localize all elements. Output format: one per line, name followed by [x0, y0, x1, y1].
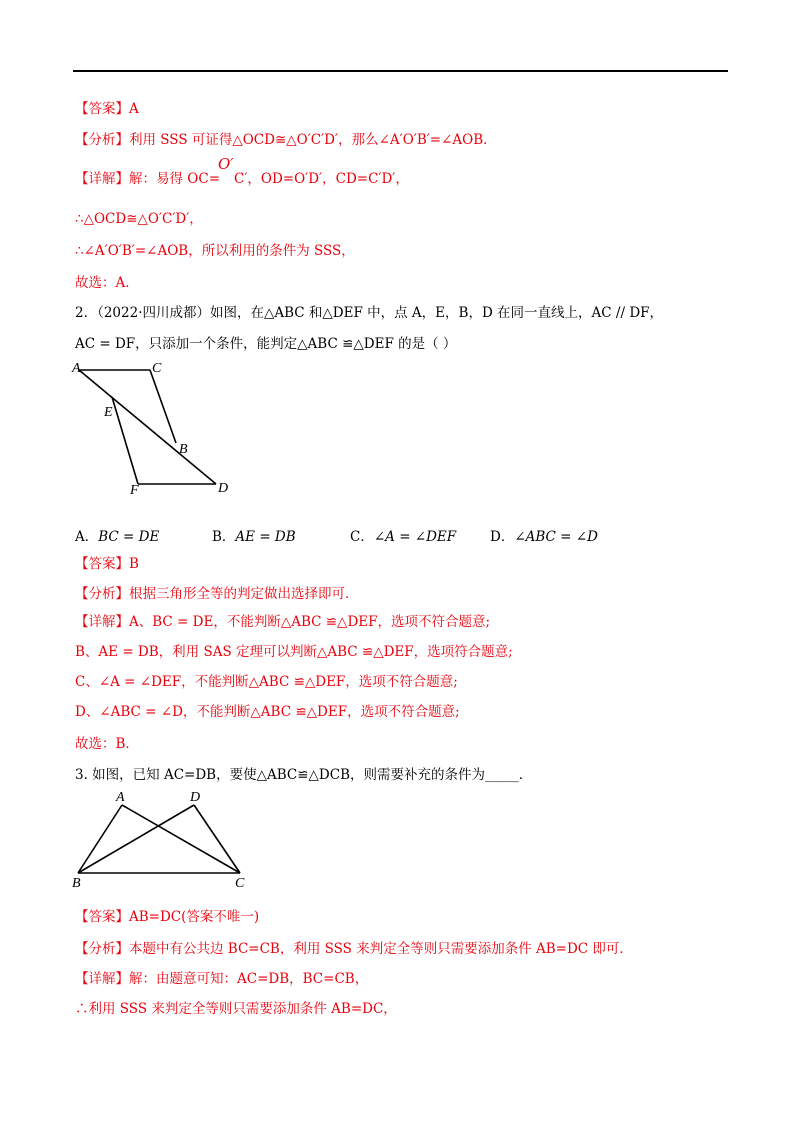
q1-detail: 【详解】解：易得 OC= C′，OD=O′D′，CD=C′D′， — [75, 171, 409, 187]
q2-detail-a: 【详解】A、BC = DE，不能判断△ABC ≌△DEF，选项不符合题意; — [75, 614, 491, 630]
q3-label-C: C — [235, 876, 245, 890]
q2-analysis: 【分析】根据三角形全等的判定做出选择即可． — [75, 586, 359, 602]
q3-figure — [70, 785, 260, 890]
q1-choose: 故选：A． — [75, 275, 139, 291]
q2-choose: 故选：B． — [75, 736, 139, 752]
q2-label-E: E — [104, 405, 113, 420]
top-rule — [73, 70, 728, 72]
q1-step1: ∴△OCD≅△O′C′D′， — [75, 211, 203, 227]
q2-label-F: F — [130, 483, 139, 498]
q2-option-b: B．AE = DB — [212, 529, 296, 545]
q3-label-A: A — [116, 790, 125, 805]
q2-option-a: A．BC = DE — [75, 529, 160, 545]
q3-analysis: 【分析】本题中有公共边 BC=CB，利用 SSS 来判定全等则只需要添加条件 AB=DC 即可． — [75, 941, 633, 957]
q2-detail-b: B、AE = DB，利用 SAS 定理可以判断△ABC ≌△DEF，选项符合题意; — [75, 644, 513, 660]
q2-detail-c: C、∠A = ∠DEF，不能判断△ABC ≌△DEF，选项不符合题意; — [75, 674, 458, 690]
q2-label-D: D — [218, 481, 229, 496]
q2-stem-line1: 2．（2022·四川成都）如图，在△ABC 和△DEF 中，点 A，E，B，D 在同一直线上，AC // DF， — [75, 305, 664, 321]
q3-answer: 【答案】AB=DC(答案不唯一) — [75, 909, 260, 925]
q2-label-A: A — [72, 361, 81, 376]
q2-label-B: B — [179, 442, 188, 457]
q3-step: ∴利用 SSS 来判定全等则只需要添加条件 AB=DC， — [75, 1001, 397, 1017]
q1-step2: ∴∠A′O′B′=∠AOB，所以利用的条件为 SSS， — [75, 243, 355, 259]
q2-figure — [68, 360, 248, 500]
q3-stem: 3. 如图，已知 AC=DB，要使△ABC≌△DCB，则需要补充的条件为_____． — [75, 767, 533, 783]
q2-stem-line2: AC = DF，只添加一个条件，能判定△ABC ≌△DEF 的是（ ） — [75, 336, 457, 352]
q3-detail: 【详解】解：由题意可知：AC=DB，BC=CB， — [75, 971, 369, 987]
q2-answer: 【答案】B — [75, 556, 139, 572]
q3-label-B: B — [72, 876, 81, 890]
q1-answer: 【答案】A — [75, 101, 139, 117]
q3-label-D: D — [190, 790, 201, 805]
q2-option-d: D．∠ABC = ∠D — [490, 529, 598, 545]
q2-label-C: C — [152, 361, 162, 376]
q2-option-c: C．∠A = ∠DEF — [350, 529, 457, 545]
q2-detail-d: D、∠ABC = ∠D，不能判断△ABC ≌△DEF，选项不符合题意; — [75, 704, 460, 720]
q1-analysis: 【分析】利用 SSS 可证得△OCD≅△O′C′D′，那么∠A′O′B′=∠AOB． — [75, 132, 497, 148]
q1-detail-superscript: O′ — [218, 155, 234, 173]
